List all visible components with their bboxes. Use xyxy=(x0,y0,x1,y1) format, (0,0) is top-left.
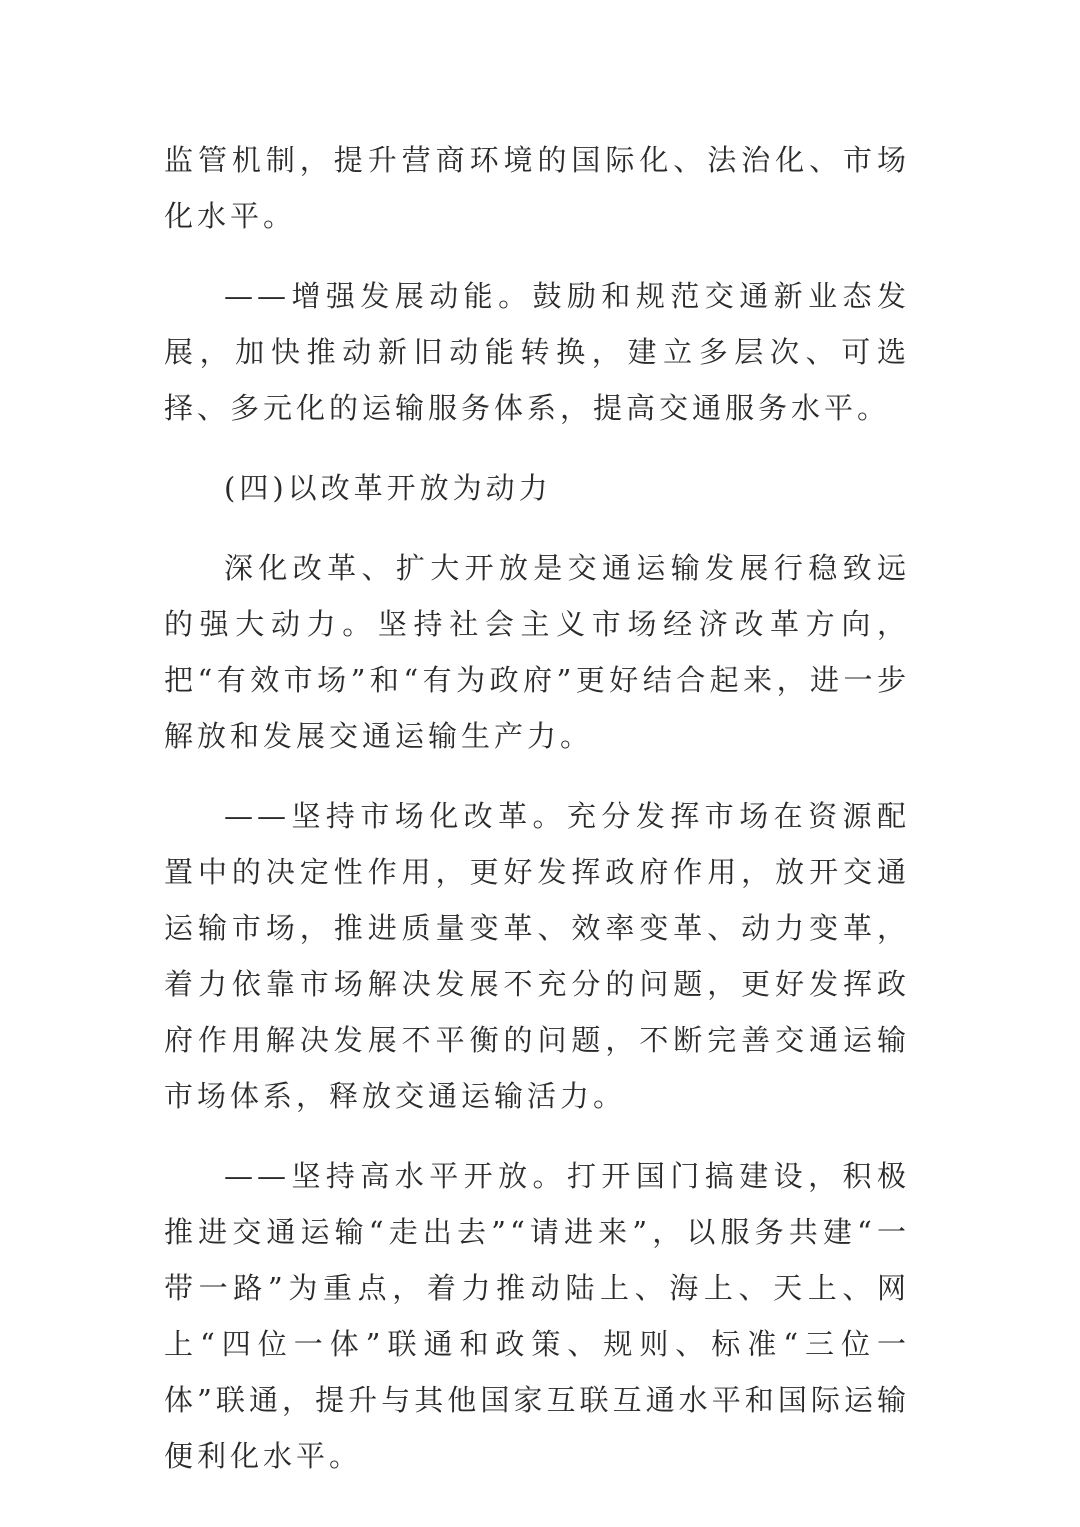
section-heading-reform-opening: (四)以改革开放为动力 xyxy=(224,471,552,505)
paragraph-gap xyxy=(164,516,910,540)
paragraph-development-momentum: ——增强发展动能。鼓励和规范交通新业态发展，加快推动新旧动能转换，建立多层次、可选择、多元化的运输服务体系，提高交通服务水平。 xyxy=(164,279,910,425)
paragraph-high-level-opening: ——坚持高水平开放。打开国门搞建设，积极推进交通运输“走出去”“请进来”，以服务共建“一带一路”为重点，着力推动陆上、海上、天上、网上“四位一体”联通和政策、规则、标准“三位一体”联通，提升与其他国家互联互通水平和国际运输便利化水平。 xyxy=(164,1159,910,1473)
paragraph-regulation-mechanism: 监管机制，提升营商环境的国际化、法治化、市场化水平。 xyxy=(164,143,910,233)
paragraph-gap xyxy=(164,764,910,788)
paragraph-gap xyxy=(164,436,910,460)
paragraph-gap xyxy=(164,244,910,268)
paragraph-reform-opening-intro: 深化改革、扩大开放是交通运输发展行稳致远的强大动力。坚持社会主义市场经济改革方向，把“有效市场”和“有为政府”更好结合起来，进一步解放和发展交通运输生产力。 xyxy=(164,551,910,753)
document-body xyxy=(164,132,910,1484)
paragraph-market-reform: ——坚持市场化改革。充分发挥市场在资源配置中的决定性作用，更好发挥政府作用，放开交通运输市场，推进质量变革、效率变革、动力变革，着力依靠市场解决发展不充分的问题，更好发挥政府作用解决发展不平衡的问题，不断完善交通运输市场体系，释放交通运输活力。 xyxy=(164,799,910,1113)
paragraph-gap xyxy=(164,1124,910,1148)
